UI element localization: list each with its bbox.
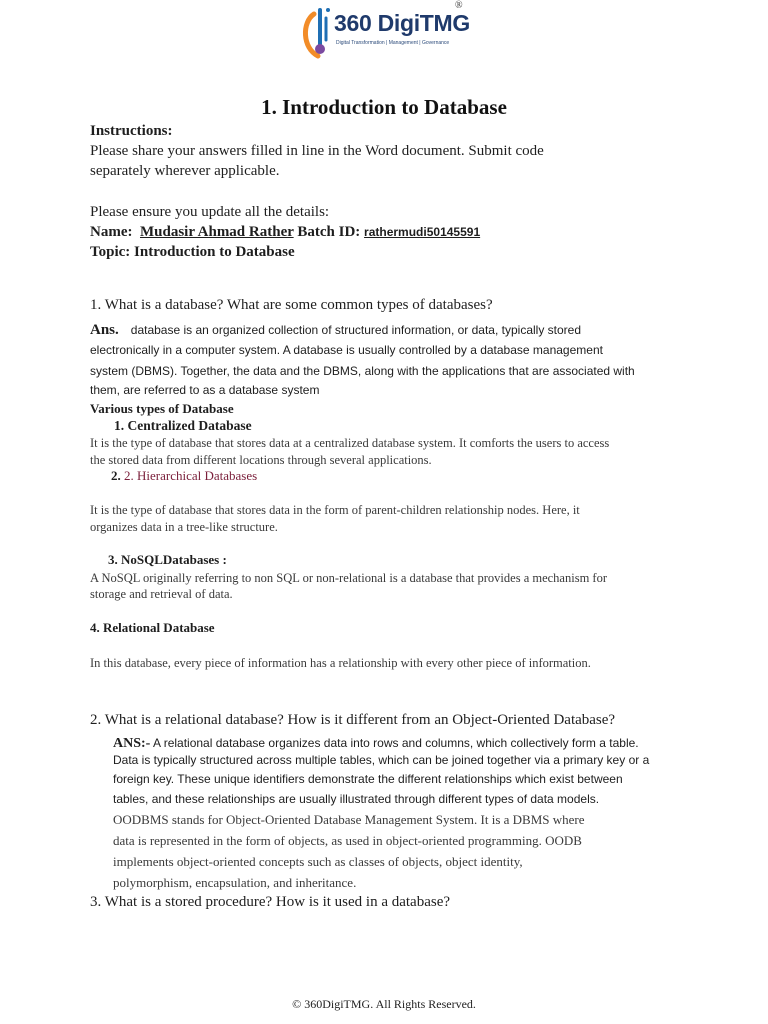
q1-answer-label: Ans. xyxy=(90,322,119,338)
q2-answer-text-2: Data is typically structured across multiple tables, which can be joined together via a primary key or a xyxy=(113,753,650,767)
ensure-details-text: Please ensure you update all the details: xyxy=(90,204,330,220)
q2-answer-text-4: tables, and these relationships are usually illustrated through different types of data models. xyxy=(113,792,600,806)
question-3: 3. What is a stored procedure? How is it used in a database? xyxy=(90,894,451,910)
question-2: 2. What is a relational database? How is it different from an Object-Oriented Database? xyxy=(90,712,616,728)
topic-line: Topic: Introduction to Database xyxy=(90,244,295,260)
question-1: 1. What is a database? What are some common types of databases? xyxy=(90,297,493,313)
name-value: Mudasir Ahmad Rather xyxy=(139,224,294,240)
batch-value: rathermudi50145591 xyxy=(364,225,481,239)
type-2-title: 2. 2. Hierarchical Databases xyxy=(111,468,258,483)
logo-registered-mark: ® xyxy=(455,0,463,11)
type-3-title: 3. NoSQLDatabases : xyxy=(108,552,227,567)
q2-answer-label: ANS:- xyxy=(113,736,151,751)
type-2-text-1: It is the type of database that stores data in the form of parent-children relationship nodes. Here, it xyxy=(90,503,580,517)
type-2-title-text: 2. Hierarchical Databases xyxy=(124,468,258,483)
type-3-text-2: storage and retrieval of data. xyxy=(90,587,233,601)
q1-answer-text-2: electronically in a computer system. A database is usually controlled by a database management xyxy=(90,343,603,357)
q1-answer-text-3: system (DBMS). Together, the data and the DBMS, along with the applications that are associated with xyxy=(90,364,635,378)
type-1-text-1: It is the type of database that stores data at a centralized database system. It comforts the users to access xyxy=(90,436,610,450)
name-label: Name: xyxy=(90,224,133,240)
q2-answer-text-3: foreign key. These unique identifiers demonstrate the different relationships which exist between xyxy=(113,772,623,786)
instructions-heading: Instructions: xyxy=(90,123,173,139)
batch-label: Batch ID: xyxy=(297,224,361,240)
oodb-text-1: OODBMS stands for Object-Oriented Database Management System. It is a DBMS where xyxy=(113,812,585,827)
logo-tagline: Digital Transformation | Management | Governance xyxy=(336,40,450,46)
oodb-text-2: data is represented in the form of objects, as used in object-oriented programming. OODB xyxy=(113,833,582,848)
oodb-text-3: implements object-oriented concepts such as classes of objects, object identity, xyxy=(113,854,523,869)
type-4-text: In this database, every piece of information has a relationship with every other piece of information. xyxy=(90,656,591,670)
q1-answer-text-4: them, are referred to as a database system xyxy=(90,383,320,397)
type-3-text-1: A NoSQL originally referring to non SQL or non-relational is a database that provides a mechanism for xyxy=(90,571,607,585)
types-heading: Various types of Database xyxy=(90,401,234,416)
q2-answer-text-1: A relational database organizes data into rows and columns, which collectively form a table. xyxy=(150,736,639,750)
page-title: 1. Introduction to Database xyxy=(261,95,507,119)
q2-answer-line-1 xyxy=(113,734,639,752)
instructions-line-1: Please share your answers filled in line in the Word document. Submit code xyxy=(90,143,544,159)
type-1-text-2: the stored data from different locations through several applications. xyxy=(90,453,432,467)
q1-answer-line-1 xyxy=(90,321,581,339)
type-4-title: 4. Relational Database xyxy=(90,620,215,635)
name-row xyxy=(90,222,480,242)
oodb-text-4: polymorphism, encapsulation, and inheritance. xyxy=(113,875,357,890)
q1-answer-text-1: database is an organized collection of structured information, or data, typically stored xyxy=(130,323,582,337)
page-footer: © 360DigiTMG. All Rights Reserved. xyxy=(292,997,476,1011)
logo-brand: 360 DigiTMG xyxy=(334,10,471,36)
instructions-line-2: separately wherever applicable. xyxy=(90,163,280,179)
type-2-text-2: organizes data in a tree-like structure. xyxy=(90,520,278,534)
type-1-title: 1. Centralized Database xyxy=(114,418,252,433)
